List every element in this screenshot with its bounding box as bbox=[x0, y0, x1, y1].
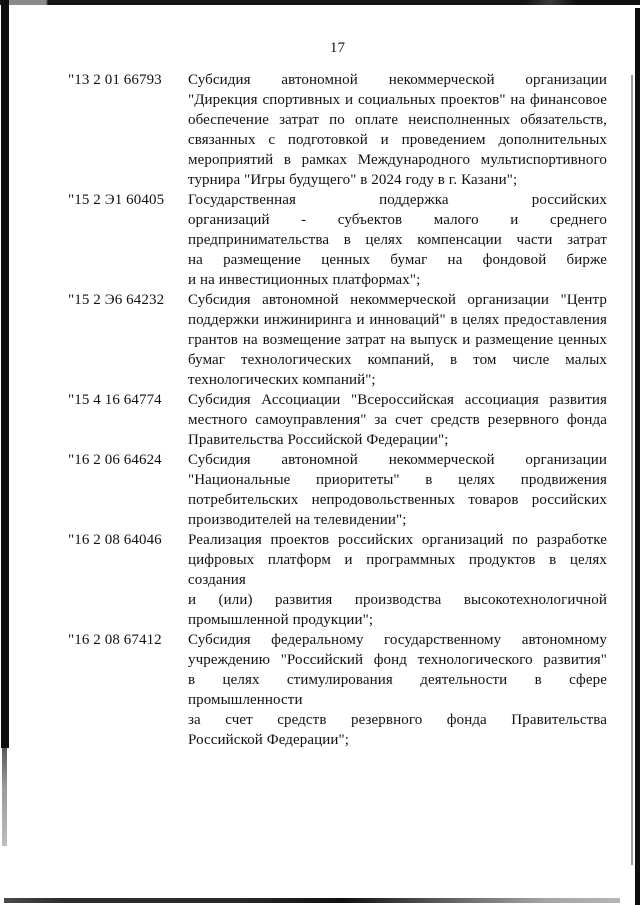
entry-code: "13 2 01 66793 bbox=[68, 72, 162, 88]
scan-edge-left-fade bbox=[2, 748, 7, 846]
entry-description bbox=[188, 390, 607, 450]
entry-description-line: и (или) развития производства высокотехнологичной bbox=[188, 592, 607, 608]
entry-row bbox=[68, 450, 607, 530]
entry-description-line: Российской Федерации"; bbox=[188, 732, 350, 748]
entry-description-line: Реализация проектов российских организаций по разработке bbox=[188, 532, 607, 548]
entry-code: "15 2 Э1 60405 bbox=[68, 192, 165, 208]
entry-description-line: "Национальные приоритеты" в целях продвижения bbox=[188, 472, 607, 488]
entry-description-line: цифровых платформ и программных продуктов в целях создания bbox=[188, 552, 607, 588]
entry-description-line: поддержки инжиниринга и инноваций" в целях предоставления bbox=[188, 312, 607, 328]
entry-description-line: Правительства Российской Федерации"; bbox=[188, 432, 449, 448]
entry-description-line: местного самоуправления" за счет средств резервного фонда bbox=[188, 412, 607, 428]
scan-edge-bottom bbox=[4, 898, 620, 903]
entry-code: "15 4 16 64774 bbox=[68, 392, 162, 408]
entry-code: "16 2 08 67412 bbox=[68, 632, 162, 648]
entry-code: "16 2 08 64046 bbox=[68, 532, 162, 548]
entry-description bbox=[188, 630, 607, 750]
entry-description bbox=[188, 530, 607, 630]
entry-description-line: турнира "Игры будущего" в 2024 году в г. Казани"; bbox=[188, 172, 518, 188]
scan-edge-right bbox=[635, 8, 640, 905]
entry-row bbox=[68, 630, 607, 750]
entry-code: "15 2 Э6 64232 bbox=[68, 292, 165, 308]
entry-description bbox=[188, 450, 607, 530]
entry-description-line: Субсидия федеральному государственному автономному bbox=[188, 632, 607, 648]
entry-description-line: за счет средств резервного фонда Правительства bbox=[188, 712, 607, 728]
entry-description-line: технологических компаний"; bbox=[188, 372, 376, 388]
entry-description-line: Государственная поддержка российских bbox=[188, 192, 607, 208]
scan-edge-top bbox=[0, 0, 640, 5]
page-content bbox=[68, 38, 607, 750]
page-number: 17 bbox=[329, 40, 346, 56]
entry-description-line: промышленной продукции"; bbox=[188, 612, 374, 628]
entry-description bbox=[188, 190, 607, 290]
entry-description-line: на размещение ценных бумаг на фондовой бирже bbox=[188, 252, 607, 268]
entry-description-line: и на инвестиционных платформах"; bbox=[188, 272, 421, 288]
entry-code: "16 2 06 64624 bbox=[68, 452, 162, 468]
classification-entries bbox=[68, 70, 607, 750]
entry-description-line: в целях стимулирования деятельности в сфере промышленности bbox=[188, 672, 607, 708]
entry-description-line: Субсидия автономной некоммерческой организации "Центр bbox=[188, 292, 607, 308]
entry-description-line: бумаг технологических компаний, в том числе малых bbox=[188, 352, 607, 368]
entry-description-line: предпринимательства в целях компенсации части затрат bbox=[188, 232, 607, 248]
scan-edge-right-thin bbox=[631, 75, 633, 865]
entry-description-line: мероприятий в рамках Международного мультиспортивного bbox=[188, 152, 607, 168]
entry-description bbox=[188, 70, 607, 190]
entry-description-line: Субсидия автономной некоммерческой организации bbox=[188, 452, 607, 468]
entry-description-line: Субсидия Ассоциации "Всероссийская ассоциация развития bbox=[188, 392, 607, 408]
entry-description-line: связанных с подготовкой и проведением дополнительных bbox=[188, 132, 607, 148]
entry-description-line: потребительских непродовольственных товаров российских bbox=[188, 492, 607, 508]
entry-description-line: Субсидия автономной некоммерческой организации bbox=[188, 72, 607, 88]
entry-row bbox=[68, 390, 607, 450]
entry-description-line: производителей на телевидении"; bbox=[188, 512, 407, 528]
entry-description-line: организаций - субъектов малого и среднего bbox=[188, 212, 607, 228]
entry-row bbox=[68, 70, 607, 190]
entry-row bbox=[68, 530, 607, 630]
entry-description-line: обеспечение затрат по оплате неисполненных обязательств, bbox=[188, 112, 607, 128]
entry-description bbox=[188, 290, 607, 390]
entry-description-line: учреждению "Российский фонд технологического развития" bbox=[188, 652, 607, 668]
entry-description-line: грантов на возмещение затрат на выпуск и размещение ценных bbox=[188, 332, 607, 348]
entry-row bbox=[68, 290, 607, 390]
scan-edge-left bbox=[1, 0, 9, 748]
entry-row bbox=[68, 190, 607, 290]
entry-description-line: "Дирекция спортивных и социальных проектов" на финансовое bbox=[188, 92, 607, 108]
